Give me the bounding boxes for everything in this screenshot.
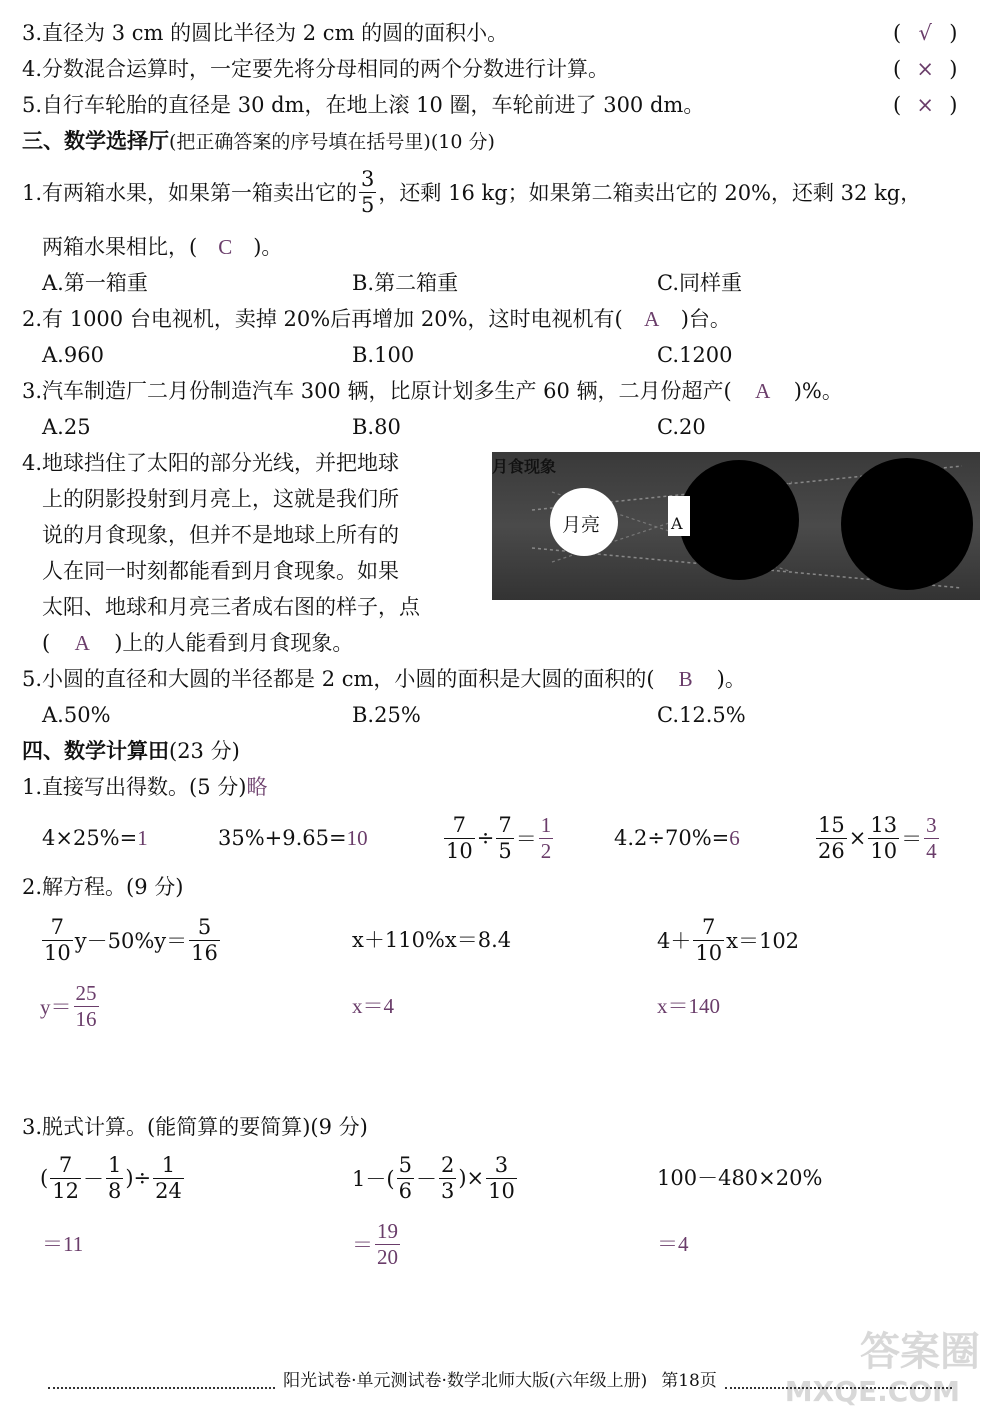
section-4-heading: 四、数学计算田(23 分) <box>22 738 240 763</box>
q3-option-a: A.25 <box>42 415 91 439</box>
judge-5-answer: ( × ) <box>893 93 958 117</box>
q5-option-c: C.12.5% <box>657 703 746 727</box>
question-5: 5.小圆的直径和大圆的半径都是 2 cm，小圆的面积是大圆的面积的( B )。 <box>22 667 746 691</box>
q2-option-a: A.960 <box>42 343 104 367</box>
calc-3-expr-2: 1－( $\frac{5}{6}$ － $\frac{2}{3}$ )× $\frac{3}{10}$ <box>352 1152 515 1203</box>
judge-5-text: 5.自行车轮胎的直径是 30 dm，在地上滚 10 圈，车轮前进了 300 dm。 <box>22 93 705 117</box>
equation-3: 4＋ $\frac{7}{10}$ x＝102 <box>657 914 800 965</box>
calc-3-expr-3: 100－480×20% <box>657 1166 823 1190</box>
equation-1: $\frac{7}{10}$ y－50%y＝ $\frac{5}{16}$ <box>44 914 218 965</box>
equation-3-answer: x＝140 <box>657 994 720 1018</box>
sun-circle <box>841 458 973 590</box>
calc-1-expr-3: $\frac{7}{10}$ ÷ $\frac{7}{5}$ ＝ $\frac{1}{2}$ <box>446 812 552 863</box>
q3-option-c: C.20 <box>657 415 706 439</box>
point-a-label: A <box>671 514 683 533</box>
calc-3-title: 3.脱式计算。(能简算的要简算)(9 分) <box>22 1115 368 1139</box>
judge-3-text: 3.直径为 3 cm 的圆比半径为 2 cm 的圆的面积小。 <box>22 21 509 45</box>
q4-line-4: 人在同一时刻都能看到月食现象。如果 <box>42 559 399 583</box>
question-2: 2.有 1000 台电视机，卖掉 20%后再增加 20%，这时电视机有( A )台。 <box>22 307 731 331</box>
calc-3-expr-3-answer: ＝4 <box>657 1232 689 1256</box>
q1-option-a: A.第一箱重 <box>42 271 148 295</box>
lunar-eclipse-figure <box>492 452 980 600</box>
calc-1-expr-4: 4.2÷70%= 6 <box>614 825 740 850</box>
question-1-line2: 两箱水果相比，( C )。 <box>42 235 283 259</box>
watermark-url: MXQE.COM <box>784 1375 960 1408</box>
fraction: $\frac{3}{5}$ <box>361 166 375 217</box>
q4-line-6: ( A )上的人能看到月食现象。 <box>42 631 354 655</box>
calc-1-expr-1: 4×25%= 1 <box>42 825 148 850</box>
equation-1-answer: y＝ $\frac{25}{16}$ <box>40 980 97 1031</box>
page-footer <box>40 1368 960 1394</box>
figure-title: 月食现象 <box>492 457 557 476</box>
question-1-line1: 1.有两箱水果，如果第一箱卖出它的 $\frac{3}{5}$ ，还剩 16 kg；如果第二箱卖出它的 20%，还剩 32 kg， <box>22 166 922 217</box>
calc-3-expr-1-answer: ＝11 <box>42 1232 84 1256</box>
judge-4-text: 4.分数混合运算时，一定要先将分母相同的两个分数进行计算。 <box>22 57 610 81</box>
calc-1-expr-5: $\frac{15}{26}$ × $\frac{13}{10}$ ＝ $\frac{3}{4}$ <box>818 812 937 863</box>
section-3-heading: 三、数学选择厅(把正确答案的序号填在括号里)(10 分) <box>22 128 495 153</box>
footer-text: 阳光试卷·单元测试卷·数学北师大版(六年级上册) <box>283 1371 648 1391</box>
question-3: 3.汽车制造厂二月份制造汽车 300 辆，比原计划多生产 60 辆，二月份超产( A )%。 <box>22 379 843 403</box>
q3-option-b: B.80 <box>352 415 401 439</box>
q5-option-b: B.25% <box>352 703 421 727</box>
q5-option-a: A.50% <box>42 703 111 727</box>
calc-1-expr-2: 35%+9.65= 10 <box>218 825 368 850</box>
equation-2-answer: x＝4 <box>352 994 394 1018</box>
judge-3-answer: ( √ ) <box>893 21 958 45</box>
q4-line-3: 说的月食现象，但并不是地球上所有的 <box>42 523 399 547</box>
q1-option-b: B.第二箱重 <box>352 271 459 295</box>
judge-4-answer: ( × ) <box>893 57 958 81</box>
q2-option-c: C.1200 <box>657 343 733 367</box>
q2-option-b: B.100 <box>352 343 415 367</box>
footer-dots-right <box>725 1373 952 1389</box>
footer-dots-left <box>48 1373 275 1389</box>
q4-line-1: 4.地球挡住了太阳的部分光线，并把地球 <box>22 451 400 475</box>
moon-label: 月亮 <box>562 514 601 536</box>
q4-line-5: 太阳、地球和月亮三者成右图的样子，点 <box>42 595 420 619</box>
calc-1-title: 1.直接写出得数。(5 分)略 <box>22 775 268 799</box>
calc-3-expr-1: ( $\frac{7}{12}$ － $\frac{1}{8}$ )÷ $\frac{1}{24}$ <box>40 1152 182 1203</box>
earth-circle <box>679 460 799 580</box>
watermark-logo: 答案圈 <box>860 1329 980 1375</box>
q1-option-c: C.同样重 <box>657 271 742 295</box>
q4-line-2: 上的阴影投射到月亮上，这就是我们所 <box>42 487 399 511</box>
equation-2: x＋110%x＝8.4 <box>352 928 512 952</box>
calc-3-expr-2-answer: ＝ $\frac{19}{20}$ <box>352 1218 398 1269</box>
calc-2-title: 2.解方程。(9 分) <box>22 875 184 899</box>
page-number: 第18页 <box>661 1371 717 1391</box>
